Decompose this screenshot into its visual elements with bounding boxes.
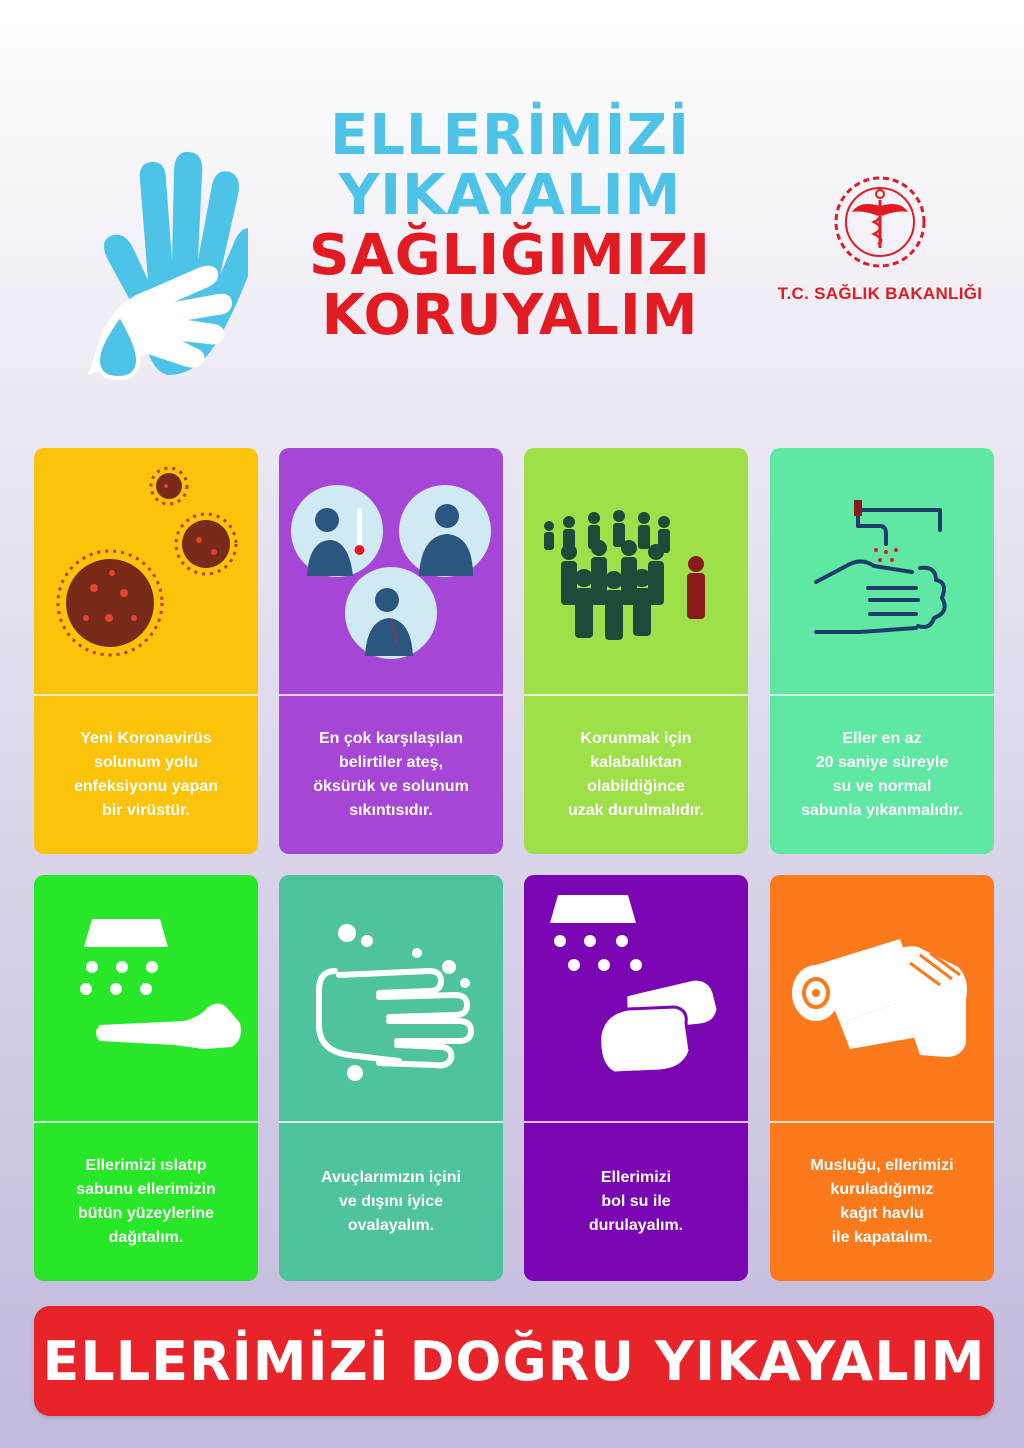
title-line-4: KORUYALIM <box>321 283 699 348</box>
title-line-2: YIKAYALIM <box>338 163 682 228</box>
card-caption: Ellerimizi ıslatıp sabunu ellerimizin bütün yüzeylerine dağıtalım. <box>76 1157 216 1246</box>
card-caption: Korunmak için kalabalıktan olabildiğince uzak durulmalıdır. <box>567 730 705 819</box>
ministry-logo <box>760 172 1000 304</box>
wet-hand-icon <box>34 875 258 1121</box>
card-caption: Musluğu, ellerimizi kuruladığımız kağıt havlu ile kapatalım. <box>810 1157 954 1246</box>
card-rub-hands <box>279 875 503 1281</box>
card-symptoms <box>279 448 503 854</box>
poster-title <box>300 103 720 348</box>
title-line-1: ELLERİMİZİ <box>330 103 690 168</box>
bottom-banner <box>34 1306 994 1416</box>
card-handwash-duration <box>770 448 994 854</box>
card-caption: Eller en az 20 saniye süreyle su ve normal sabunla yıkanmalıdır. <box>801 730 963 819</box>
card-caption: En çok karşılaşılan belirtiler ateş, öksürük ve solunum sıkıntısıdır. <box>313 730 469 819</box>
hand-wash-logo-icon <box>78 140 248 380</box>
paper-towel-icon <box>770 875 994 1121</box>
card-wet-hands <box>34 875 258 1281</box>
rinse-hands-icon <box>524 875 748 1121</box>
banner-text: ELLERİMİZİ DOĞRU YIKAYALIM <box>42 1329 986 1393</box>
ministry-emblem-icon <box>830 172 930 272</box>
card-caption: Ellerimizi bol su ile durulayalım. <box>588 1169 684 1234</box>
card-rinse-hands <box>524 875 748 1281</box>
faucet-handwash-icon <box>770 448 994 694</box>
rub-hands-icon <box>279 875 503 1121</box>
symptoms-icon <box>279 448 503 694</box>
card-paper-towel <box>770 875 994 1281</box>
title-line-3: SAĞLIĞIMIZI <box>309 223 711 288</box>
card-caption: Yeni Koronavirüs solunum yolu enfeksiyonu yapan bir virüstür. <box>73 730 219 819</box>
ministry-name: T.C. SAĞLIK BAKANLIĞI <box>777 284 983 303</box>
card-crowd <box>524 448 748 854</box>
card-coronavirus <box>34 448 258 854</box>
coronavirus-icon <box>34 448 258 694</box>
crowd-icon <box>524 448 748 694</box>
card-caption: Avuçlarımızın içini ve dışını iyice ovalayalım. <box>321 1169 461 1234</box>
